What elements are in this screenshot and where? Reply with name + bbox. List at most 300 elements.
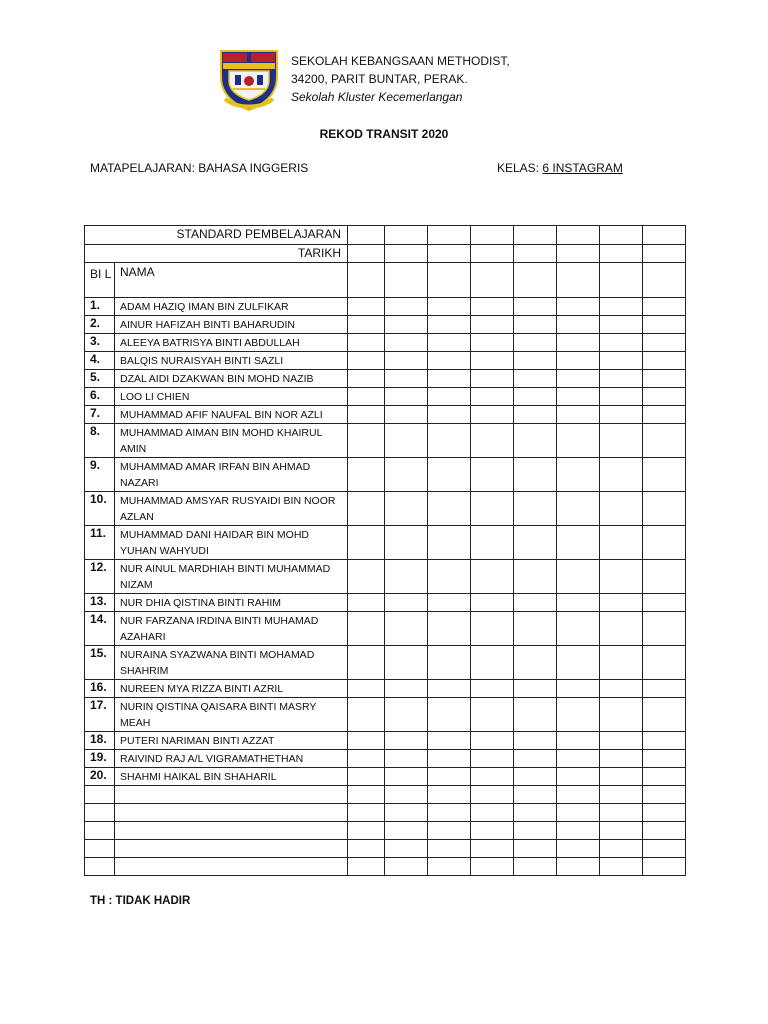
date-cell	[428, 334, 471, 352]
date-cell	[471, 370, 514, 388]
date-cell	[643, 858, 686, 876]
date-cell	[385, 406, 428, 424]
date-cell	[348, 298, 385, 316]
blank-row	[85, 804, 686, 822]
date-cell	[348, 334, 385, 352]
date-cell	[471, 334, 514, 352]
date-cell	[557, 370, 600, 388]
date-cell	[428, 316, 471, 334]
date-cell	[557, 646, 600, 680]
student-row	[85, 612, 686, 646]
date-cell	[428, 245, 471, 263]
date-cell	[428, 594, 471, 612]
date-cell	[385, 822, 428, 840]
class-label: KELAS:	[497, 161, 543, 175]
student-number: 4.	[85, 352, 115, 370]
date-cell	[348, 822, 385, 840]
student-row	[85, 458, 686, 492]
student-name: NURAINA SYAZWANA BINTI MOHAMAD SHAHRIM	[115, 646, 348, 680]
date-cell	[643, 732, 686, 750]
blank-bil-cell	[85, 858, 115, 876]
date-cell	[514, 858, 557, 876]
student-row	[85, 594, 686, 612]
student-name: PUTERI NARIMAN BINTI AZZAT	[115, 732, 348, 750]
date-cell	[385, 612, 428, 646]
date-cell	[643, 406, 686, 424]
date-cell	[348, 786, 385, 804]
date-cell	[471, 858, 514, 876]
date-cell	[471, 768, 514, 786]
date-cell	[385, 840, 428, 858]
student-row	[85, 526, 686, 560]
date-cell	[471, 750, 514, 768]
student-name: NUR FARZANA IRDINA BINTI MUHAMAD AZAHARI	[115, 612, 348, 646]
date-cell	[557, 750, 600, 768]
date-cell	[428, 458, 471, 492]
date-cell	[348, 732, 385, 750]
date-cell	[514, 526, 557, 560]
blank-bil-cell	[85, 840, 115, 858]
document-title: REKOD TRANSIT 2020	[319, 127, 449, 141]
date-cell	[385, 750, 428, 768]
date-cell	[557, 786, 600, 804]
student-row	[85, 698, 686, 732]
date-cell	[385, 424, 428, 458]
date-cell	[348, 646, 385, 680]
student-name: MUHAMMAD DANI HAIDAR BIN MOHD YUHAN WAHYUDI	[115, 526, 348, 560]
student-name: MUHAMMAD AIMAN BIN MOHD KHAIRUL AMIN	[115, 424, 348, 458]
date-cell	[514, 768, 557, 786]
date-cell	[600, 492, 643, 526]
date-cell	[600, 263, 643, 298]
column-header-bil: BI L	[85, 263, 115, 298]
date-header-label: TARIKH	[85, 245, 348, 263]
date-cell	[643, 612, 686, 646]
date-cell	[428, 612, 471, 646]
header-row-date	[85, 245, 686, 263]
date-cell	[471, 822, 514, 840]
blank-row	[85, 858, 686, 876]
date-cell	[600, 226, 643, 245]
date-cell	[557, 822, 600, 840]
student-name: RAIVIND RAJ A/L VIGRAMATHETHAN	[115, 750, 348, 768]
date-cell	[348, 263, 385, 298]
date-cell	[514, 750, 557, 768]
date-cell	[643, 698, 686, 732]
student-row	[85, 334, 686, 352]
date-cell	[385, 458, 428, 492]
date-cell	[385, 388, 428, 406]
student-number: 17.	[85, 698, 115, 732]
student-number: 2.	[85, 316, 115, 334]
date-cell	[471, 698, 514, 732]
blank-bil-cell	[85, 804, 115, 822]
student-row	[85, 298, 686, 316]
date-cell	[385, 858, 428, 876]
school-crest-logo	[219, 49, 279, 111]
date-cell	[471, 646, 514, 680]
date-cell	[348, 804, 385, 822]
student-number: 18.	[85, 732, 115, 750]
date-cell	[428, 560, 471, 594]
date-cell	[514, 263, 557, 298]
date-cell	[348, 226, 385, 245]
date-cell	[557, 804, 600, 822]
date-cell	[643, 245, 686, 263]
class-value: 6 INSTAGRAM	[542, 161, 623, 175]
date-cell	[557, 732, 600, 750]
date-cell	[643, 680, 686, 698]
date-cell	[385, 646, 428, 680]
date-cell	[428, 298, 471, 316]
date-cell	[385, 226, 428, 245]
date-cell	[600, 594, 643, 612]
date-cell	[643, 560, 686, 594]
date-cell	[643, 646, 686, 680]
student-number: 5.	[85, 370, 115, 388]
date-cell	[557, 612, 600, 646]
date-cell	[385, 680, 428, 698]
student-row	[85, 388, 686, 406]
date-cell	[471, 263, 514, 298]
date-cell	[600, 458, 643, 492]
blank-bil-cell	[85, 822, 115, 840]
date-cell	[514, 698, 557, 732]
date-cell	[557, 526, 600, 560]
date-cell	[428, 840, 471, 858]
date-cell	[385, 334, 428, 352]
column-header-row	[85, 263, 686, 298]
blank-row	[85, 786, 686, 804]
date-cell	[428, 768, 471, 786]
student-name: MUHAMMAD AFIF NAUFAL BIN NOR AZLI	[115, 406, 348, 424]
student-number: 1.	[85, 298, 115, 316]
date-cell	[471, 804, 514, 822]
student-name: MUHAMMAD AMSYAR RUSYAIDI BIN NOOR AZLAN	[115, 492, 348, 526]
date-cell	[600, 822, 643, 840]
date-cell	[514, 560, 557, 594]
date-cell	[514, 822, 557, 840]
student-name: NUREEN MYA RIZZA BINTI AZRIL	[115, 680, 348, 698]
date-cell	[600, 768, 643, 786]
date-cell	[557, 245, 600, 263]
date-cell	[557, 406, 600, 424]
date-cell	[348, 612, 385, 646]
date-cell	[428, 492, 471, 526]
date-cell	[643, 352, 686, 370]
date-cell	[428, 226, 471, 245]
date-cell	[385, 298, 428, 316]
date-cell	[557, 698, 600, 732]
date-cell	[600, 388, 643, 406]
absence-note: TH : TIDAK HADIR	[90, 895, 191, 907]
student-row	[85, 732, 686, 750]
date-cell	[557, 388, 600, 406]
date-cell	[557, 226, 600, 245]
date-cell	[600, 840, 643, 858]
student-name: DZAL AIDI DZAKWAN BIN MOHD NAZIB	[115, 370, 348, 388]
school-address: 34200, PARIT BUNTAR, PERAK.	[291, 72, 468, 86]
date-cell	[600, 406, 643, 424]
date-cell	[385, 370, 428, 388]
student-row	[85, 646, 686, 680]
blank-row	[85, 822, 686, 840]
student-row	[85, 768, 686, 786]
date-cell	[600, 298, 643, 316]
date-cell	[514, 298, 557, 316]
date-cell	[600, 245, 643, 263]
date-cell	[600, 732, 643, 750]
date-cell	[471, 840, 514, 858]
date-cell	[600, 560, 643, 594]
date-cell	[471, 388, 514, 406]
school-motto: Sekolah Kluster Kecemerlangan	[291, 90, 463, 104]
date-cell	[385, 263, 428, 298]
student-name: ALEEYA BATRISYA BINTI ABDULLAH	[115, 334, 348, 352]
date-cell	[428, 804, 471, 822]
date-cell	[348, 768, 385, 786]
student-row	[85, 406, 686, 424]
date-cell	[348, 492, 385, 526]
date-cell	[514, 424, 557, 458]
date-cell	[600, 370, 643, 388]
date-cell	[348, 370, 385, 388]
date-cell	[348, 680, 385, 698]
date-cell	[471, 245, 514, 263]
date-cell	[385, 245, 428, 263]
date-cell	[643, 334, 686, 352]
date-cell	[471, 458, 514, 492]
date-cell	[471, 560, 514, 594]
date-cell	[643, 316, 686, 334]
date-cell	[348, 458, 385, 492]
student-name: SHAHMI HAIKAL BIN SHAHARIL	[115, 768, 348, 786]
date-cell	[514, 334, 557, 352]
date-cell	[557, 263, 600, 298]
student-number: 3.	[85, 334, 115, 352]
date-cell	[471, 316, 514, 334]
date-cell	[428, 263, 471, 298]
student-name: NUR DHIA QISTINA BINTI RAHIM	[115, 594, 348, 612]
date-cell	[348, 316, 385, 334]
student-number: 19.	[85, 750, 115, 768]
student-row	[85, 316, 686, 334]
date-cell	[471, 680, 514, 698]
date-cell	[557, 352, 600, 370]
class-info	[497, 161, 623, 175]
student-number: 7.	[85, 406, 115, 424]
date-cell	[600, 646, 643, 680]
student-name: NUR AINUL MARDHIAH BINTI MUHAMMAD NIZAM	[115, 560, 348, 594]
student-row	[85, 370, 686, 388]
student-number: 8.	[85, 424, 115, 458]
student-row	[85, 680, 686, 698]
date-cell	[471, 424, 514, 458]
student-row	[85, 352, 686, 370]
blank-name-cell	[115, 804, 348, 822]
header-row-standard	[85, 226, 686, 245]
date-cell	[557, 316, 600, 334]
date-cell	[428, 786, 471, 804]
date-cell	[514, 594, 557, 612]
column-header-nama: NAMA	[115, 263, 348, 298]
date-cell	[600, 804, 643, 822]
date-cell	[428, 406, 471, 424]
date-cell	[514, 406, 557, 424]
date-cell	[557, 424, 600, 458]
date-cell	[643, 458, 686, 492]
date-cell	[428, 526, 471, 560]
date-cell	[471, 786, 514, 804]
blank-name-cell	[115, 840, 348, 858]
date-cell	[428, 424, 471, 458]
student-row	[85, 560, 686, 594]
date-cell	[557, 334, 600, 352]
date-cell	[428, 352, 471, 370]
student-number: 16.	[85, 680, 115, 698]
date-cell	[348, 560, 385, 594]
date-cell	[348, 750, 385, 768]
date-cell	[643, 263, 686, 298]
date-cell	[385, 526, 428, 560]
date-cell	[385, 352, 428, 370]
date-cell	[514, 245, 557, 263]
date-cell	[514, 226, 557, 245]
date-cell	[428, 388, 471, 406]
date-cell	[600, 334, 643, 352]
date-cell	[514, 840, 557, 858]
student-name: LOO LI CHIEN	[115, 388, 348, 406]
date-cell	[471, 594, 514, 612]
date-cell	[514, 492, 557, 526]
standard-header-label: STANDARD PEMBELAJARAN	[85, 226, 348, 245]
date-cell	[428, 646, 471, 680]
date-cell	[385, 594, 428, 612]
date-cell	[385, 732, 428, 750]
date-cell	[348, 840, 385, 858]
date-cell	[471, 298, 514, 316]
date-cell	[557, 594, 600, 612]
student-name: AINUR HAFIZAH BINTI BAHARUDIN	[115, 316, 348, 334]
date-cell	[643, 388, 686, 406]
date-cell	[600, 612, 643, 646]
date-cell	[348, 245, 385, 263]
school-name: SEKOLAH KEBANGSAAN METHODIST,	[291, 54, 510, 68]
date-cell	[600, 786, 643, 804]
date-cell	[600, 316, 643, 334]
blank-name-cell	[115, 858, 348, 876]
student-number: 15.	[85, 646, 115, 680]
date-cell	[471, 352, 514, 370]
date-cell	[557, 768, 600, 786]
school-info	[291, 52, 510, 106]
student-name: MUHAMMAD AMAR IRFAN BIN AHMAD NAZARI	[115, 458, 348, 492]
student-number: 12.	[85, 560, 115, 594]
date-cell	[385, 492, 428, 526]
date-cell	[428, 698, 471, 732]
date-cell	[600, 526, 643, 560]
date-cell	[557, 298, 600, 316]
student-row	[85, 492, 686, 526]
student-name: NURIN QISTINA QAISARA BINTI MASRY MEAH	[115, 698, 348, 732]
date-cell	[643, 840, 686, 858]
date-cell	[514, 352, 557, 370]
date-cell	[643, 768, 686, 786]
date-cell	[514, 732, 557, 750]
date-cell	[643, 226, 686, 245]
date-cell	[514, 646, 557, 680]
date-cell	[557, 492, 600, 526]
date-cell	[643, 526, 686, 560]
date-cell	[557, 680, 600, 698]
date-cell	[643, 492, 686, 526]
date-cell	[348, 406, 385, 424]
student-number: 9.	[85, 458, 115, 492]
date-cell	[643, 750, 686, 768]
date-cell	[348, 526, 385, 560]
student-row	[85, 424, 686, 458]
date-cell	[471, 612, 514, 646]
date-cell	[643, 822, 686, 840]
date-cell	[600, 424, 643, 458]
date-cell	[348, 352, 385, 370]
date-cell	[514, 458, 557, 492]
blank-bil-cell	[85, 786, 115, 804]
date-cell	[600, 750, 643, 768]
date-cell	[557, 858, 600, 876]
student-number: 10.	[85, 492, 115, 526]
date-cell	[514, 804, 557, 822]
date-cell	[385, 786, 428, 804]
date-cell	[600, 858, 643, 876]
date-cell	[428, 750, 471, 768]
student-name: BALQIS NURAISYAH BINTI SAZLI	[115, 352, 348, 370]
blank-row	[85, 840, 686, 858]
student-number: 14.	[85, 612, 115, 646]
blank-name-cell	[115, 786, 348, 804]
date-cell	[557, 840, 600, 858]
date-cell	[643, 370, 686, 388]
date-cell	[471, 492, 514, 526]
date-cell	[643, 786, 686, 804]
student-number: 20.	[85, 768, 115, 786]
date-cell	[514, 612, 557, 646]
date-cell	[514, 316, 557, 334]
date-cell	[557, 560, 600, 594]
date-cell	[348, 424, 385, 458]
date-cell	[385, 560, 428, 594]
student-number: 11.	[85, 526, 115, 560]
date-cell	[348, 698, 385, 732]
date-cell	[385, 768, 428, 786]
date-cell	[514, 786, 557, 804]
date-cell	[557, 458, 600, 492]
student-number: 13.	[85, 594, 115, 612]
date-cell	[348, 388, 385, 406]
date-cell	[471, 406, 514, 424]
date-cell	[514, 388, 557, 406]
date-cell	[385, 316, 428, 334]
date-cell	[348, 594, 385, 612]
date-cell	[348, 858, 385, 876]
student-number: 6.	[85, 388, 115, 406]
date-cell	[428, 370, 471, 388]
date-cell	[643, 298, 686, 316]
date-cell	[514, 680, 557, 698]
date-cell	[428, 822, 471, 840]
date-cell	[643, 424, 686, 458]
date-cell	[471, 732, 514, 750]
